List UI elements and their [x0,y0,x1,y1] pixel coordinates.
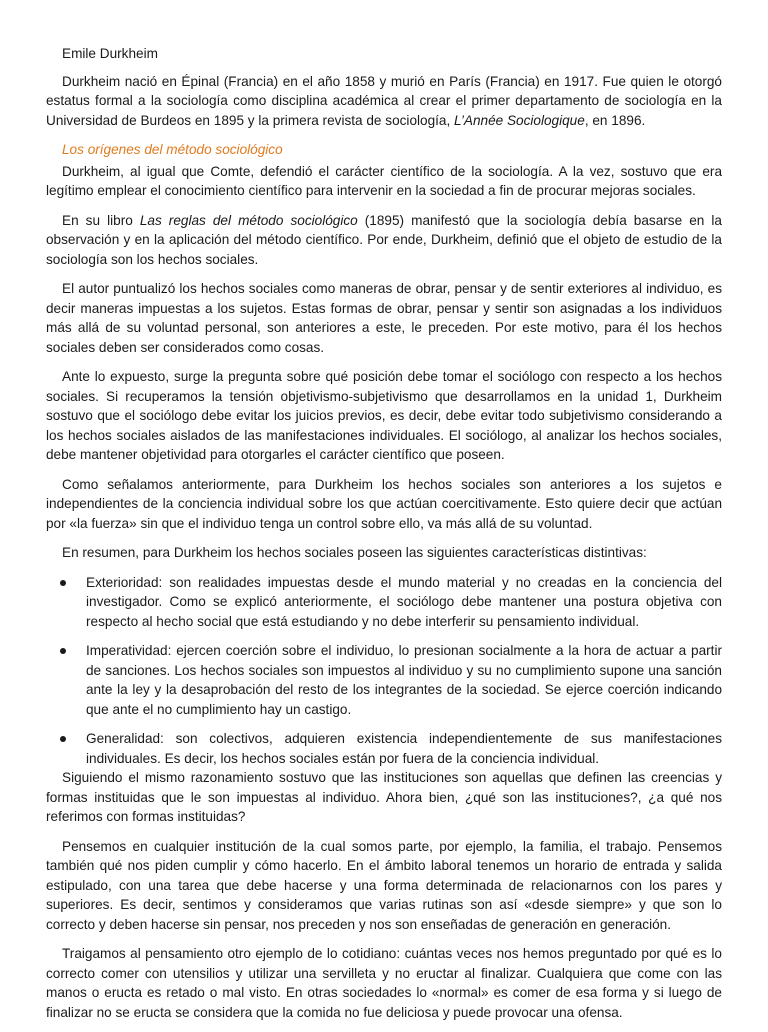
author-heading: Emile Durkheim [62,46,158,61]
list-item-text: Exterioridad: son realidades impuestas desde el mundo material y no creadas en la conciencia del investigador. Como se explicó anteriormente, el sociólogo debe mantener una postura objetiva con respecto al hecho social que está estudiando y no debe interferir su pensamiento individual. [86,574,722,629]
section-heading: Los orígenes del método sociológico [62,142,283,157]
bullet-icon [60,736,66,742]
list-item [46,641,722,719]
intro-text-b: , en 1896. [584,112,646,128]
paragraph-8: Pensemos en cualquier institución de la cual somos parte, por ejemplo, la familia, el trabajo. Pensemos también qué nos piden cumplir y cómo hacerlo. En el ámbito laboral tenemos un horario de entrada y salida estipulado, con una tarea que debe hacerse y una forma determinada de relacionarnos con los pares y superiores. Es decir, sentimos y consideramos que varias rutinas son así «desde siempre» y que son lo correcto y deben hacerse sin pensar, nos preceden y nos son enseñadas de generación en generación. [46,838,722,932]
paragraph-2 [46,211,722,270]
list-item [46,573,722,632]
list-item-text: Generalidad: son colectivos, adquieren existencia independientemente de sus manifestaciones individuales. Es decir, los hechos sociales están por fuera de la conciencia individual. [86,731,722,766]
bullet-icon [60,580,66,586]
intro-paragraph [46,72,722,131]
intro-text-a: Durkheim nació en Épinal (Francia) en el año 1858 y murió en París (Francia) en 1917. Fue quien le otorgó estatus formal a la sociología como disciplina académica al crear el primer departamento de sociología en la Universidad de Burdeos en 1895 y la primera revista de sociología, [46,73,722,128]
paragraph-4: Ante lo expuesto, surge la pregunta sobre qué posición debe tomar el sociólogo con respecto a los hechos sociales. Si recuperamos la tensión objetivismo-subjetivismo que desarrollamos en la unidad 1, Durkheim sostuvo que el sociólogo debe evitar los juicios previos, es decir, debe evitar todo subjetivismo considerando a los hechos sociales aislados de las manifestaciones individuales. El sociólogo, al analizar los hechos sociales, debe mantener objetividad para otorgarles el carácter científico que poseen. [46,369,722,462]
list-item [46,729,722,768]
paragraph-6: En resumen, para Durkheim los hechos sociales poseen las siguientes características distintivas: [62,545,647,560]
characteristics-list [46,573,722,769]
book-title: Las reglas del método sociológico [139,212,358,228]
paragraph-9: Traigamos al pensamiento otro ejemplo de lo cotidiano: cuántas veces nos hemos preguntado por qué es lo correcto comer con utensilios y utilizar una servilleta y no eructar al finalizar. Cualquiera que come con las manos o eructa es retado o mal visto. En otras sociedades lo «normal» es comer de esa forma y si luego de finalizar no se eructa se considera que la comida no fue deliciosa y puede provocar una ofensa. [46,946,722,1020]
paragraph-1: Durkheim, al igual que Comte, defendió el carácter científico de la sociología. A la vez, sostuvo que era legítimo emplear el conocimiento científico para intervenir en la sociedad a fin de procurar mejoras sociales. [46,163,722,198]
bullet-icon [60,648,66,654]
paragraph-7: Siguiendo el mismo razonamiento sostuvo que las instituciones son aquellas que definen las creencias y formas instituidas que le son impuestas al individuo. Ahora bien, ¿qué son las instituciones?, ¿a qué nos referimos con formas instituidas? [46,770,722,824]
paragraph-2-text-b: (1895) manifestó que la sociología debía basarse en la observación y en la aplicación del método científico. Por ende, Durkheim, definió que el objeto de estudio de la sociología son los hechos sociales. [46,212,722,267]
journal-title: L’Année Sociologique [454,112,585,128]
paragraph-5: Como señalamos anteriormente, para Durkheim los hechos sociales son anteriores a los sujetos e independientes de la conciencia individual sobre los que actúan coercitivamente. Esto quiere decir que actúan por «la fuerza» sin que el individuo tenga un control sobre ello, va más allá de su voluntad. [46,476,722,531]
list-item-text: Imperatividad: ejercen coerción sobre el individuo, lo presionan socialmente a la hora de actuar a partir de sanciones. Los hechos sociales son impuestos al individuo y su no cumplimiento supone una sanción ante la ley y la desaprobación del resto de los integrantes de la sociedad. Se ejerce coerción indicando que ante el no cumplimiento hay un castigo. [86,643,722,717]
paragraph-3: El autor puntualizó los hechos sociales como maneras de obrar, pensar y de sentir exteriores al individuo, es decir maneras impuestas a los sujetos. Estas formas de obrar, pensar y sentir son asignadas a los individuos más allá de su voluntad personal, son anteriores a este, le preceden. Por este motivo, para él los hechos sociales deben ser considerados como cosas. [46,281,722,355]
document-page [46,44,722,1032]
paragraph-2-text-a: En su libro [62,212,140,228]
